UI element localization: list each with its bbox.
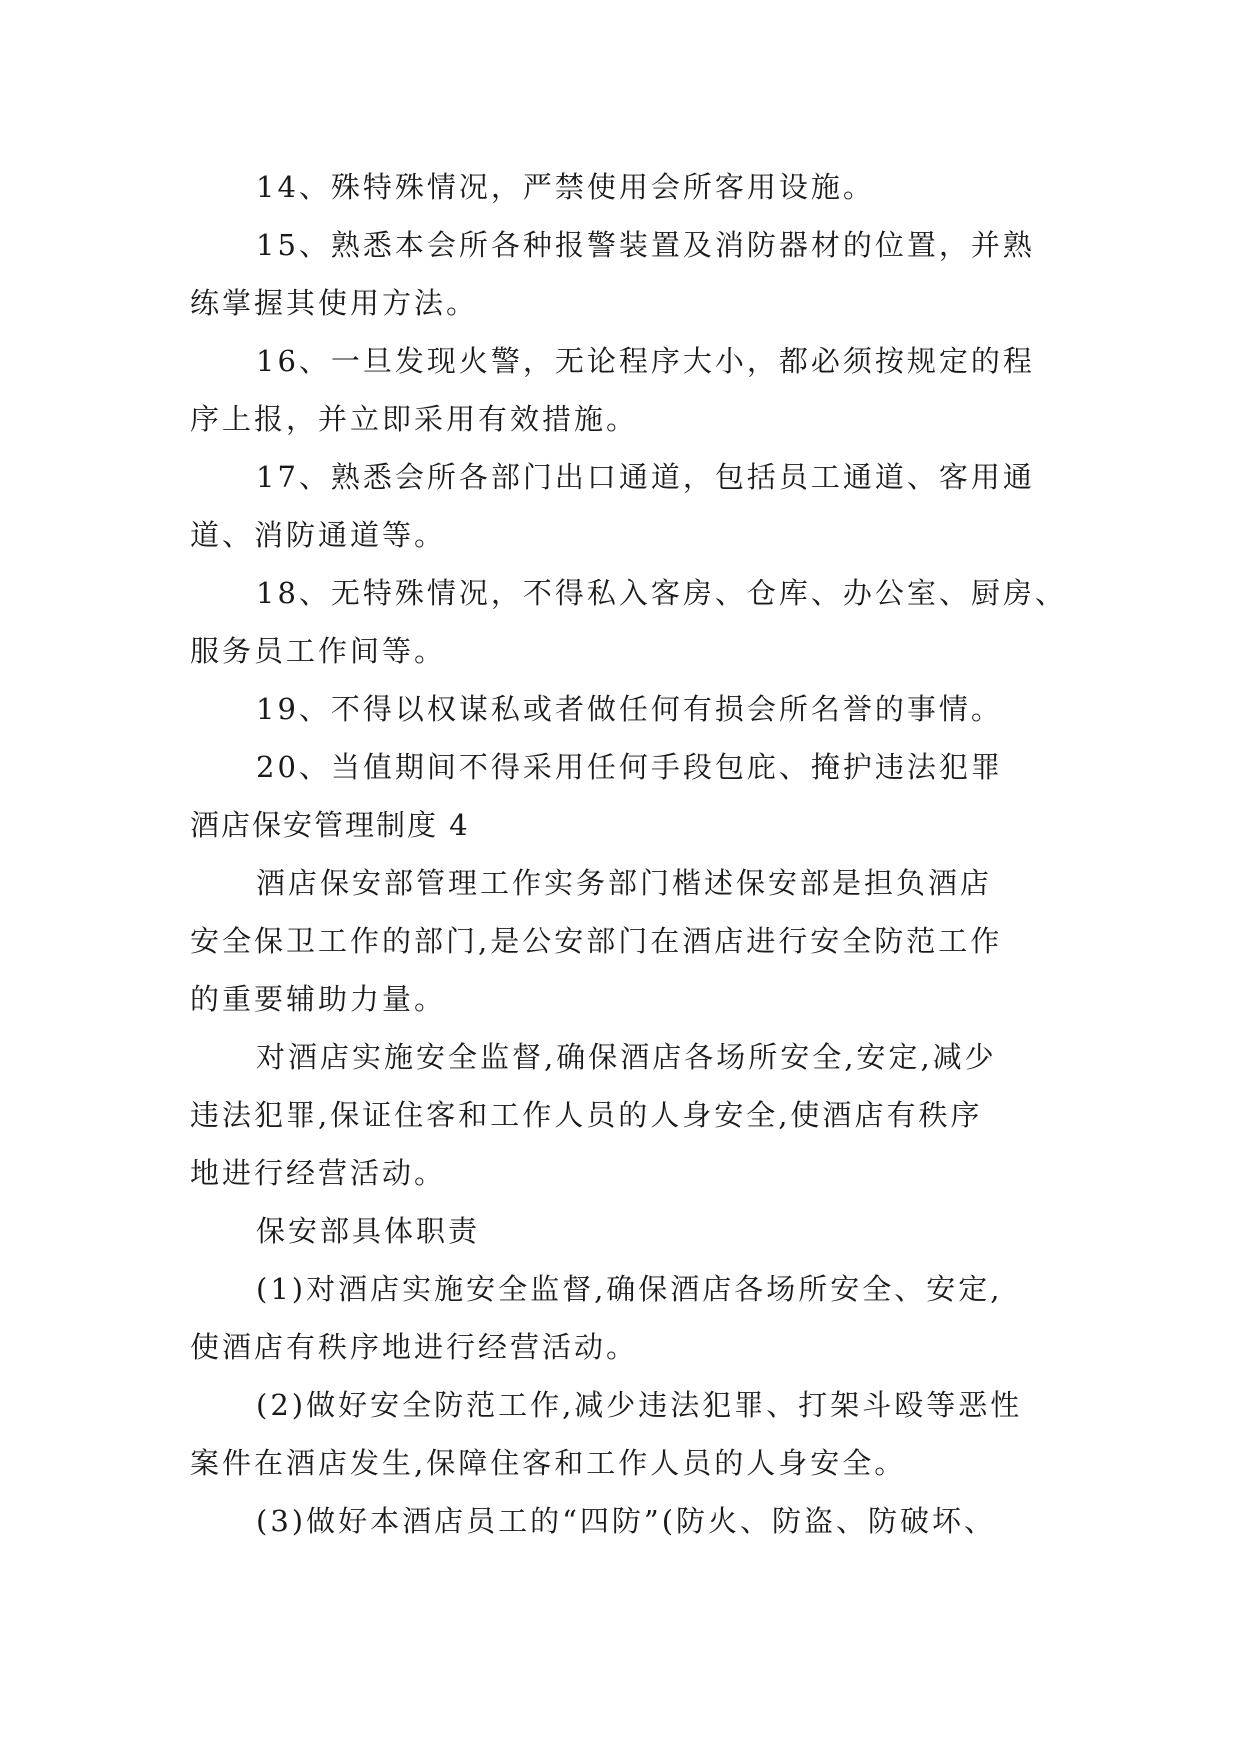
mission-line-2: 违法犯罪,保证住客和工作人员的人身安全,使酒店有秩序 (190, 1098, 983, 1132)
duty-1-line-1: (1)对酒店实施安全监督,确保酒店各场所安全、安定, (256, 1272, 1003, 1306)
mission-line-1: 对酒店实施安全监督,确保酒店各场所安全,安定,减少 (256, 1040, 997, 1074)
rule-20: 20、当值期间不得采用任何手段包庇、掩护违法犯罪 (256, 750, 1003, 784)
duty-2-line-1: (2)做好安全防范工作,减少违法犯罪、打架斗殴等恶性 (256, 1388, 1023, 1422)
rule-15-line-2: 练掌握其使用方法。 (190, 286, 479, 320)
rule-18-line-2: 服务员工作间等。 (190, 634, 447, 668)
rule-17-line-1: 17、熟悉会所各部门出口通道，包括员工通道、客用通 (256, 460, 1035, 494)
mission-line-3: 地进行经营活动。 (190, 1156, 447, 1190)
duty-1-line-2: 使酒店有秩序地进行经营活动。 (190, 1330, 639, 1364)
duty-3-line-1: (3)做好本酒店员工的“四防”(防火、防盗、防破坏、 (256, 1504, 997, 1538)
document-body (190, 158, 1070, 1550)
rule-16-line-1: 16、一旦发现火警，无论程序大小，都必须按规定的程 (256, 344, 1035, 378)
rule-16-line-2: 序上报，并立即采用有效措施。 (190, 402, 639, 436)
rule-17-line-2: 道、消防通道等。 (190, 518, 447, 552)
rule-19: 19、不得以权谋私或者做任何有损会所名誉的事情。 (256, 692, 1003, 726)
overview-line-1: 酒店保安部管理工作实务部门楷述保安部是担负酒店 (256, 866, 993, 900)
rule-15-line-1: 15、熟悉本会所各种报警装置及消防器材的位置，并熟 (256, 228, 1035, 262)
rule-18-line-1: 18、无特殊情况，不得私入客房、仓库、办公室、厨房、 (256, 576, 1067, 610)
duties-heading: 保安部具体职责 (256, 1214, 481, 1248)
duty-2-line-2: 案件在酒店发生,保障住客和工作人员的人身安全。 (190, 1446, 907, 1480)
rule-14: 14、殊特殊情况，严禁使用会所客用设施。 (256, 170, 875, 204)
section-title: 酒店保安管理制度 4 (190, 808, 470, 842)
overview-line-2: 安全保卫工作的部门,是公安部门在酒店进行安全防范工作 (190, 924, 1003, 958)
overview-line-3: 的重要辅助力量。 (190, 982, 447, 1016)
